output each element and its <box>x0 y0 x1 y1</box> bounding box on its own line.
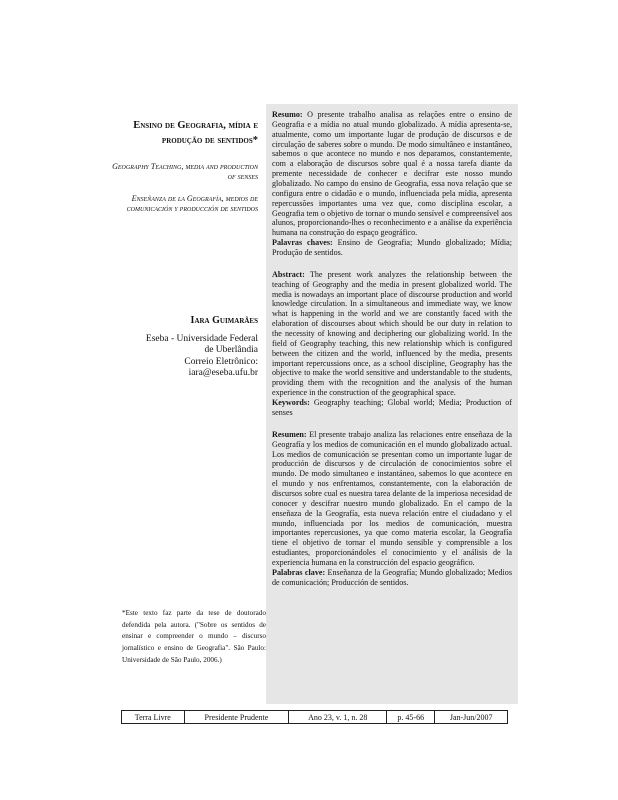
footer-city: Presidente Prudente <box>184 711 289 724</box>
affiliation-line: Correio Eletrônico: <box>184 356 258 367</box>
footer-volume: Ano 23, v. 1, n. 28 <box>289 711 387 724</box>
author-name: Iara Guimarães <box>190 315 258 326</box>
abstract-keywords: Geography teaching; Global world; Media; Production of senses <box>272 398 512 417</box>
abstract-keywords-label: Keywords: <box>272 398 310 408</box>
abstract-label: Abstract: <box>272 269 305 279</box>
abstract-text: The present work analyzes the relationship between the teaching of Geography and the media in present globalized world. The media is nowadays an important place of discourse production and world knowledge circulation. In a simultaneous and immediate way, we know what is happening in the world and we are constantly faced with the elaboration of discourses about which should be our duty in relation to the necessity of knowing and deciphering our globalizing world. In the field of Geography teaching, this new relationship which is configured between the citizen and the world, influenced by the media, presents important repercussions once, as a school discipline, Geography has the objective to make the world sensitive and understandable to the students, providing them with the recognition and the analysis of the human experience in the construction of the geographical space. <box>272 269 512 398</box>
resumen-paragraph <box>272 430 512 588</box>
affiliation-line: Eseba - Universidade Federal <box>145 334 258 344</box>
affiliation-line: de Uberlândia <box>204 345 258 356</box>
resumen-keywords-label: Palabras clave: <box>272 567 326 577</box>
resumen-text: El presente trabajo analiza las relaciones entre enseñaza de la Geografía y los medios de comunicación en el mundo globalizado actual. Los medios de comunicación se presentan como un importante lugar de producción de discursos y de circulación de conocimientos sobre el mundo. De modo simultaneo e instantáneo, sabemos lo que acontece en el mundo y nos enfrentamos, constantemente, con la elaboración de discursos sobre cual es nuestra tarea delante de la imperiosa necesidad de conocer y descifrar nuestro mundo globalizado. En el campo de la enseñaza de la Geografía, esta nueva relación entre el ciudadano y el mundo, influenciada por los medios de comunicación, muestra importantes repercusiones, ya que como materia escolar, la Geografía tiene el objetivo de tornar el mundo sensible y comprensible a los estudiantes, proporcionándoles el conocimiento y el análisis de la experiencia humana en la construcción del espacio geográfico. <box>272 429 512 567</box>
resumo-keywords-label: Palavras chaves: <box>272 238 333 248</box>
resumen-label: Resumen: <box>272 429 307 439</box>
resumo-text: O presente trabalho analisa as relações entre o ensino de Geografia e a mídia no atual mundo globalizado. A mídia apresenta-se, atualmente, como um importante lugar de produção de discursos e de circulação de saberes sobre o mundo. De modo simultâneo e instantâneo, sabemos o que acontece no mundo e nos deparamos, constantemente, com a elaboração de discursos sobre qual é a nossa tarefa diante da premente necessidade de conhecer e decifrar este nosso mundo globalizado. No campo do ensino de Geografia, essa nova relação que se configura entre o cidadão e o mundo, influenciada pela mídia, apresenta repercussões importantes uma vez que, como disciplina escolar, a Geografia tem o objetivo de tornar o mundo sensível e compreensível aos alunos, proporcionando-lhes o reconhecimento e a análise da experiência humana na construção do espaço geográfico. <box>272 110 512 238</box>
journal-footer <box>121 710 508 724</box>
author-affiliation <box>112 334 258 380</box>
author-email[interactable]: iara@eseba.ufu.br <box>188 368 258 379</box>
author-block <box>112 315 258 380</box>
spanish-title: Enseñanza de la Geografía, medios de comunicación y producción de sentidos <box>126 194 258 214</box>
footnote: *Este texto faz parte da tese de doutorado defendida pela autora. ("Sobre os sentidos de ensinar e compreender o mundo – discurso jornalístico e ensino de Geografia". São Paulo: Universidade de São Paulo, 2006.) <box>122 609 266 664</box>
abstract-paragraph <box>272 270 512 418</box>
resumen-keywords: Enseñanza de la Geografía; Mundo globalizado; Medios de comunicación; Producción de sentidos. <box>272 567 512 587</box>
resumo-label: Resumo: <box>272 110 303 119</box>
title-block <box>112 118 258 214</box>
abstracts-panel <box>266 104 518 704</box>
resumo-keywords: Ensino de Geografia; Mundo globalizado; Mídia; Produção de sentidos. <box>272 238 512 258</box>
footer-journal: Terra Livre <box>122 711 185 724</box>
footer-date: Jan-Jun/2007 <box>435 711 508 724</box>
resumo-paragraph <box>272 110 512 258</box>
article-title: Ensino de Geografia, mídia e produção de sentidos* <box>133 120 258 147</box>
footer-pages: p. 45-66 <box>387 711 435 724</box>
english-title: Geography Teaching, media and production of senses <box>112 162 258 182</box>
